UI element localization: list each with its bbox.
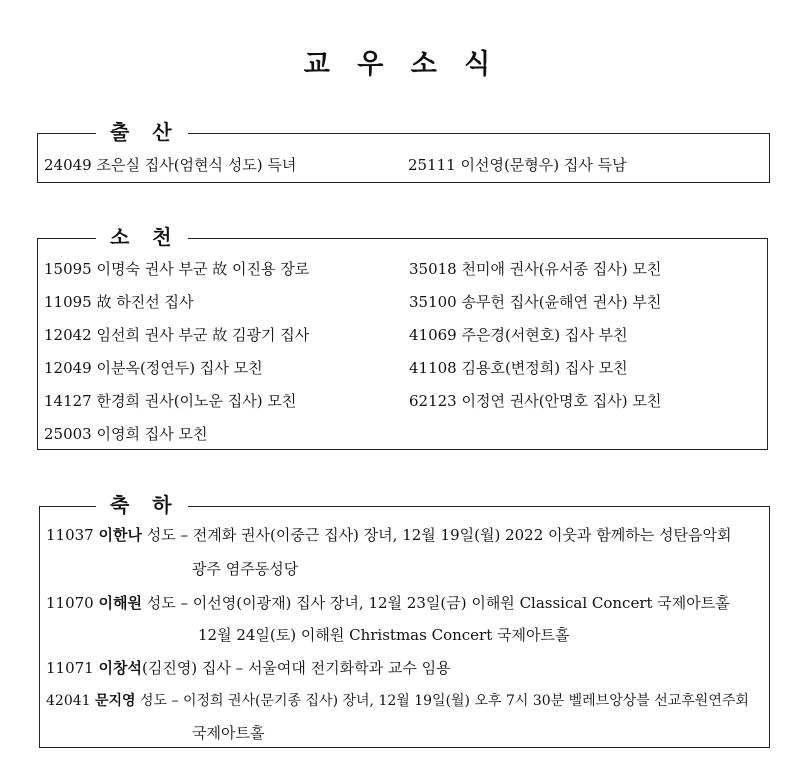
death-item: 12042 임선희 권사 부군 故 김광기 집사 <box>44 326 310 344</box>
member-number: 11037 <box>46 526 94 544</box>
birth-item: 24049 조은실 집사(엄현식 성도) 득녀 <box>44 156 297 174</box>
congrats-section <box>39 493 770 748</box>
death-item: 25003 이영희 집사 모친 <box>44 425 208 443</box>
birth-item: 25111 이선영(문형우) 집사 득남 <box>408 156 627 174</box>
congrats-continuation: 국제아트홀 <box>192 724 265 742</box>
entry-text: (김진영) 집사 – 서울여대 전기화학과 교수 임용 <box>141 659 451 677</box>
birth-heading: 출 산 <box>96 118 188 146</box>
member-number: 11071 <box>46 659 94 677</box>
entry-text: 성도 – 이선영(이광재) 집사 장녀, 12월 23일(금) 이해원 Classical Concert 국제아트홀 <box>141 594 730 612</box>
page-title: 교 우 소 식 <box>303 49 500 80</box>
death-section <box>37 225 768 450</box>
congrats-entry <box>46 592 730 614</box>
death-item: 12049 이분옥(정연두) 집사 모친 <box>44 359 263 377</box>
member-number: 42041 <box>46 693 91 709</box>
death-item: 15095 이명숙 권사 부군 故 이진용 장로 <box>44 260 310 278</box>
birth-section <box>37 120 770 183</box>
entry-text: 성도 – 이정희 권사(문기종 집사) 장녀, 12월 19일(월) 오후 7시 30분 벨레브앙상블 선교후원연주회 <box>135 693 749 709</box>
death-item: 35018 천미애 권사(유서종 집사) 모친 <box>409 260 662 278</box>
congrats-continuation: 12월 24일(토) 이해원 Christmas Concert 국제아트홀 <box>198 626 570 644</box>
member-number: 11070 <box>46 594 94 612</box>
congrats-heading: 축 하 <box>96 491 188 519</box>
member-name: 이한나 <box>98 526 142 544</box>
death-item: 11095 故 하진선 집사 <box>44 293 194 311</box>
death-item: 35100 송무헌 집사(윤해연 권사) 부친 <box>409 293 662 311</box>
congrats-entry <box>46 690 749 712</box>
death-item: 14127 한경희 권사(이노운 집사) 모친 <box>44 392 297 410</box>
death-heading: 소 천 <box>96 223 188 251</box>
congrats-continuation: 광주 염주동성당 <box>192 560 299 578</box>
death-item: 62123 이정연 권사(안명호 집사) 모친 <box>409 392 662 410</box>
congrats-entry <box>46 524 731 546</box>
entry-text: 성도 – 전계화 권사(이중근 집사) 장녀, 12월 19일(월) 2022 이웃과 함께하는 성탄음악회 <box>141 526 732 544</box>
member-name: 이창석 <box>98 659 142 677</box>
congrats-entry <box>46 657 451 679</box>
member-name: 문지영 <box>95 693 136 709</box>
death-item: 41069 주은경(서현호) 집사 부친 <box>409 326 628 344</box>
death-item: 41108 김용호(변정희) 집사 모친 <box>409 359 628 377</box>
member-name: 이해원 <box>98 594 142 612</box>
